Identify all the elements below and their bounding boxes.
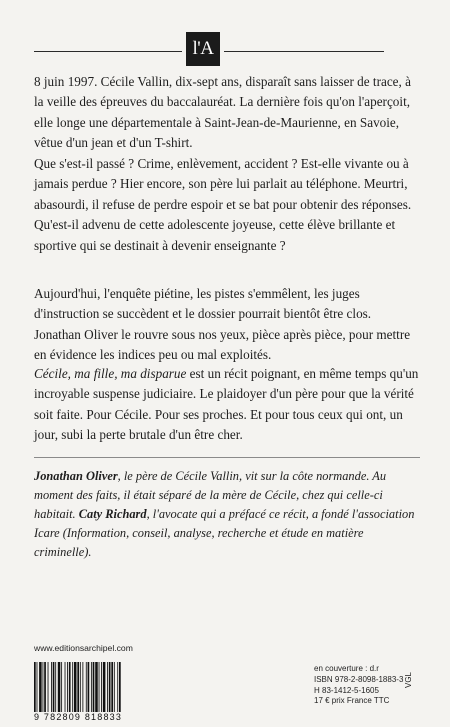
barcode	[34, 662, 146, 712]
book-title: Cécile, ma fille, ma disparue	[34, 366, 187, 381]
paragraph-4-rest: est un récit poignant, en même temps qu'un incroyable suspense judiciaire. Le plaidoyer d'un père pour que la vérité soit faite. Pour Cécile. Pour ses proches. Et pour tous ceux qui ont, un jour, subi la perte brutale d'un être cher.	[34, 366, 419, 443]
cover-credit: en couverture : d.r	[314, 664, 379, 673]
top-rule-left	[34, 51, 182, 52]
top-rule-right	[224, 51, 384, 52]
vertical-code: VGL	[404, 671, 413, 688]
barcode-number: 9 782809 818833	[34, 712, 123, 722]
separator-line	[34, 457, 420, 458]
paragraph-4	[34, 364, 420, 446]
paragraph-3: Aujourd'hui, l'enquête piétine, les pistes s'emmêlent, les juges d'instruction se succèdent et le dossier pourrait bientôt être clos. Jonathan Oliver le rouvre sous nos yeux, pièce après pièce, pour mettre en évidence les indices peu ou mal exploités.	[34, 286, 411, 363]
author-bio	[34, 467, 420, 562]
book-meta	[314, 664, 403, 707]
paragraph-1: 8 juin 1997. Cécile Vallin, dix-sept ans, disparaît sans laisser de trace, à la veille des épreuves du baccalauréat. La dernière fois qu'on l'aperçoit, elle longe une départementale à Saint-Jean-de-Maurienne, en Savoie, vêtue d'un jean et d'un T-shirt.	[34, 74, 411, 151]
price: 17 € prix France TTC	[314, 696, 390, 706]
publisher-website: www.editionsarchipel.com	[34, 643, 133, 653]
prefacer-name: Caty Richard	[78, 507, 147, 521]
isbn: ISBN 978-2-8098-1883-3	[314, 674, 404, 684]
author-name: Jonathan Oliver	[34, 469, 118, 483]
paragraph-2: Que s'est-il passé ? Crime, enlèvement, accident ? Est-elle vivante ou à jamais perdue ? Hier encore, son père lui parlait au téléphone. Meurtri, abasourdi, il refuse de perdre espoir et se bat pour obtenir des réponses. Qu'est-il advenu de cette adolescente joyeuse, cette élève brillante et sportive qui se destinait à devenir enseignante ?	[34, 156, 412, 253]
publisher-logo-text: l'A	[192, 38, 214, 59]
publisher-logo	[186, 32, 220, 66]
product-code: H 83-1412-5-1605	[314, 685, 379, 695]
author-bio-text: , le père de Cécile Vallin, vit sur la côte normande. Au moment des faits, il était séparé de la mère de Cécile, chez qui celle-ci habitait.	[34, 469, 387, 521]
prefacer-bio-text: , l'avocate qui a préfacé ce récit, a fondé l'association Icare (Information, conseil, analyse, recherche et étude en matière criminelle).	[34, 507, 415, 559]
